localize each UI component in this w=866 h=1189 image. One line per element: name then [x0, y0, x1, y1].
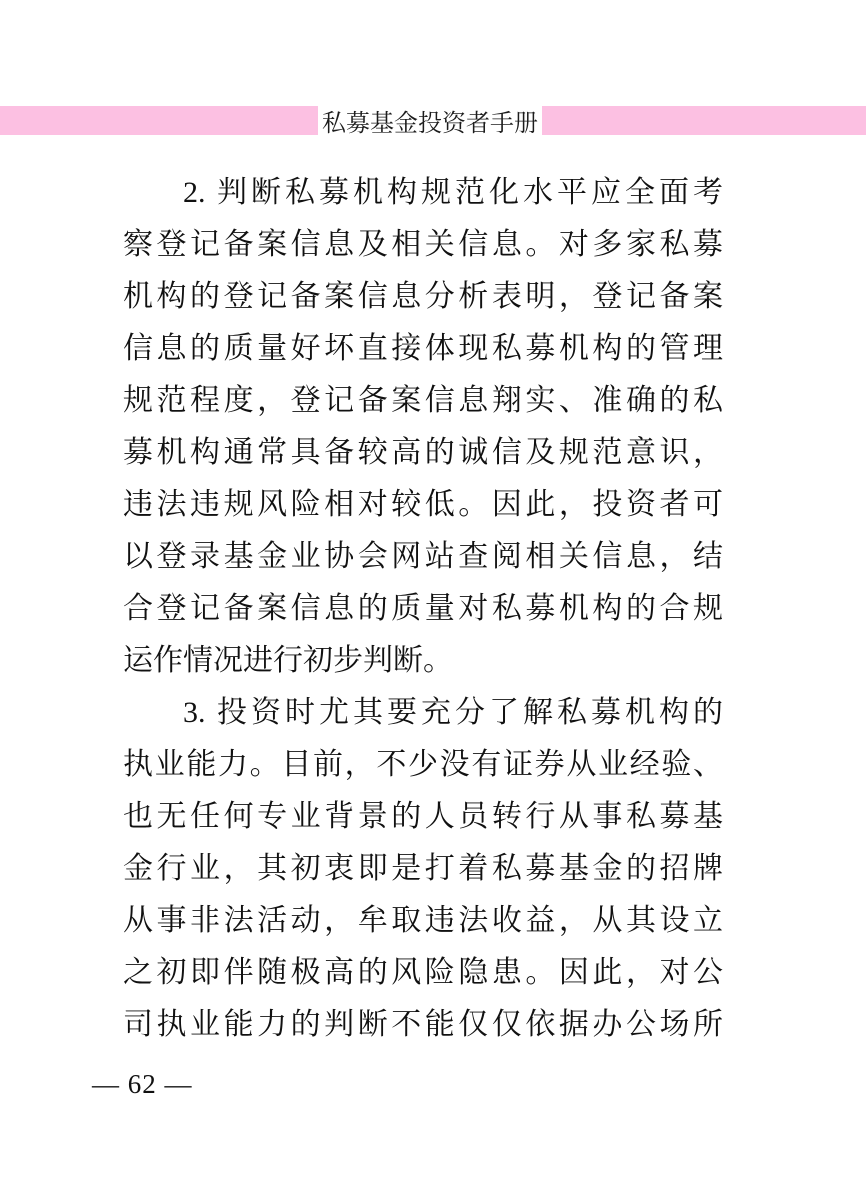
paragraph-3 [123, 687, 723, 1051]
body-line: 信息的质量好坏直接体现私募机构的管理 [123, 332, 723, 365]
body-line: 从事非法活动，牟取违法收益，从其设立 [123, 904, 723, 937]
body-line: 合登记备案信息的质量对私募机构的合规 [123, 592, 723, 625]
body-line: 以登录基金业协会网站查阅相关信息，结 [123, 540, 723, 573]
body-line: 司执业能力的判断不能仅仅依据办公场所 [123, 1008, 723, 1041]
running-header-title: 私募基金投资者手册 [322, 110, 538, 137]
body-line: 执业能力。目前，不少没有证券从业经验、 [123, 748, 723, 781]
body-line: 运作情况进行初步判断。 [123, 644, 453, 677]
body-line: 机构的登记备案信息分析表明，登记备案 [123, 280, 723, 313]
body-line: 也无任何专业背景的人员转行从事私募基 [123, 800, 723, 833]
page-number: — 62 — [92, 1069, 193, 1099]
body-line: 金行业，其初衷即是打着私募基金的招牌 [123, 852, 723, 885]
body-line: 察登记备案信息及相关信息。对多家私募 [123, 228, 723, 261]
body-line: 募机构通常具备较高的诚信及规范意识， [123, 436, 723, 469]
body-line: 之初即伴随极高的风险隐患。因此，对公 [123, 956, 723, 989]
header-rule-right [542, 106, 866, 135]
body-line: 规范程度，登记备案信息翔实、准确的私 [123, 384, 723, 417]
page-body [123, 167, 723, 1051]
body-line: 2. 判断私募机构规范化水平应全面考 [183, 176, 723, 209]
body-line: 3. 投资时尤其要充分了解私募机构的 [183, 696, 723, 729]
header-rule-left [0, 106, 318, 135]
paragraph-2 [123, 167, 723, 687]
body-line: 违法违规风险相对较低。因此，投资者可 [123, 488, 723, 521]
